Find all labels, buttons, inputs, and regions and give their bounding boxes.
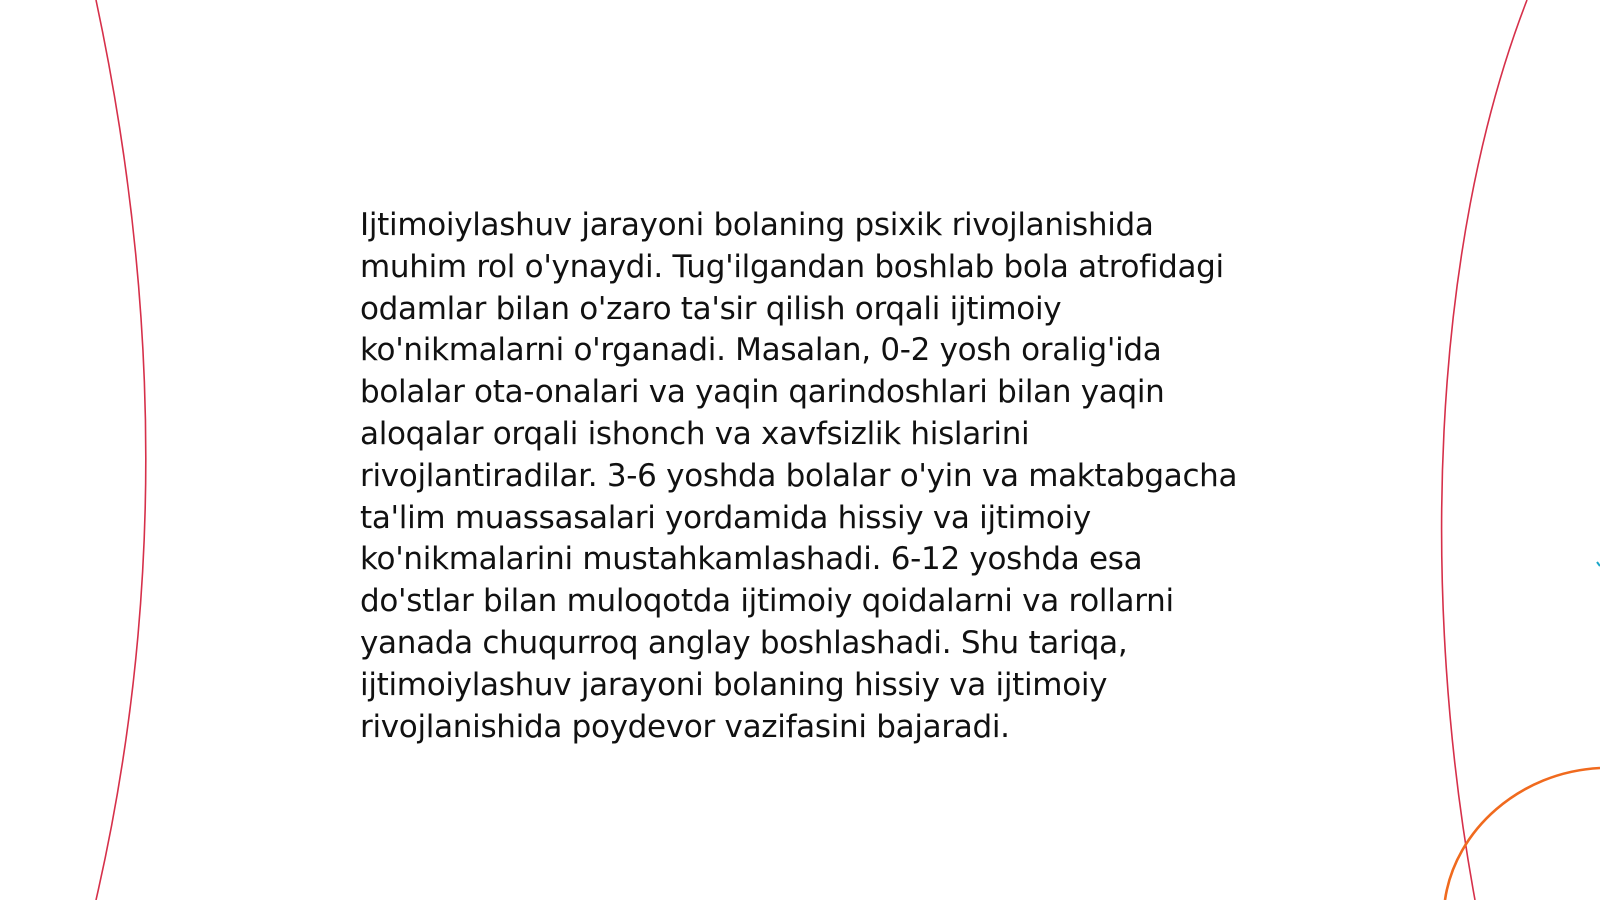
slide-body-text: Ijtimoiylashuv jarayoni bolaning psixik rivojlanishida muhim rol o'ynaydi. Tug'ilgandan boshlab bola atrofidagi odamlar bilan o'zaro ta'sir qilish orqali ijtimoiy ko'nikmalarni o'rganadi. Masalan, 0-2 yosh oralig'ida bolalar ota-onalari va yaqin qarindoshlari bilan yaqin aloqalar orqali ishonch va xavfsizlik hislarini rivojlantiradilar. 3-6 yoshda bolalar o'yin va maktabgacha ta'lim muassasalari yordamida hissiy va ijtimoiy ko'nikmalarini mustahkamlashadi. 6-12 yoshda esa do'stlar bilan muloqotda ijtimoiy qoidalarni va rollarni yanada chuqurroq anglay boshlashadi. Shu tariqa, ijtimoiylashuv jarayoni bolaning hissiy va ijtimoiy rivojlanishida poydevor vazifasini bajaradi. [360,207,1238,745]
right-arc-line [1442,0,1527,900]
orange-arc-line [1445,768,1600,900]
left-arc-line [96,0,146,900]
